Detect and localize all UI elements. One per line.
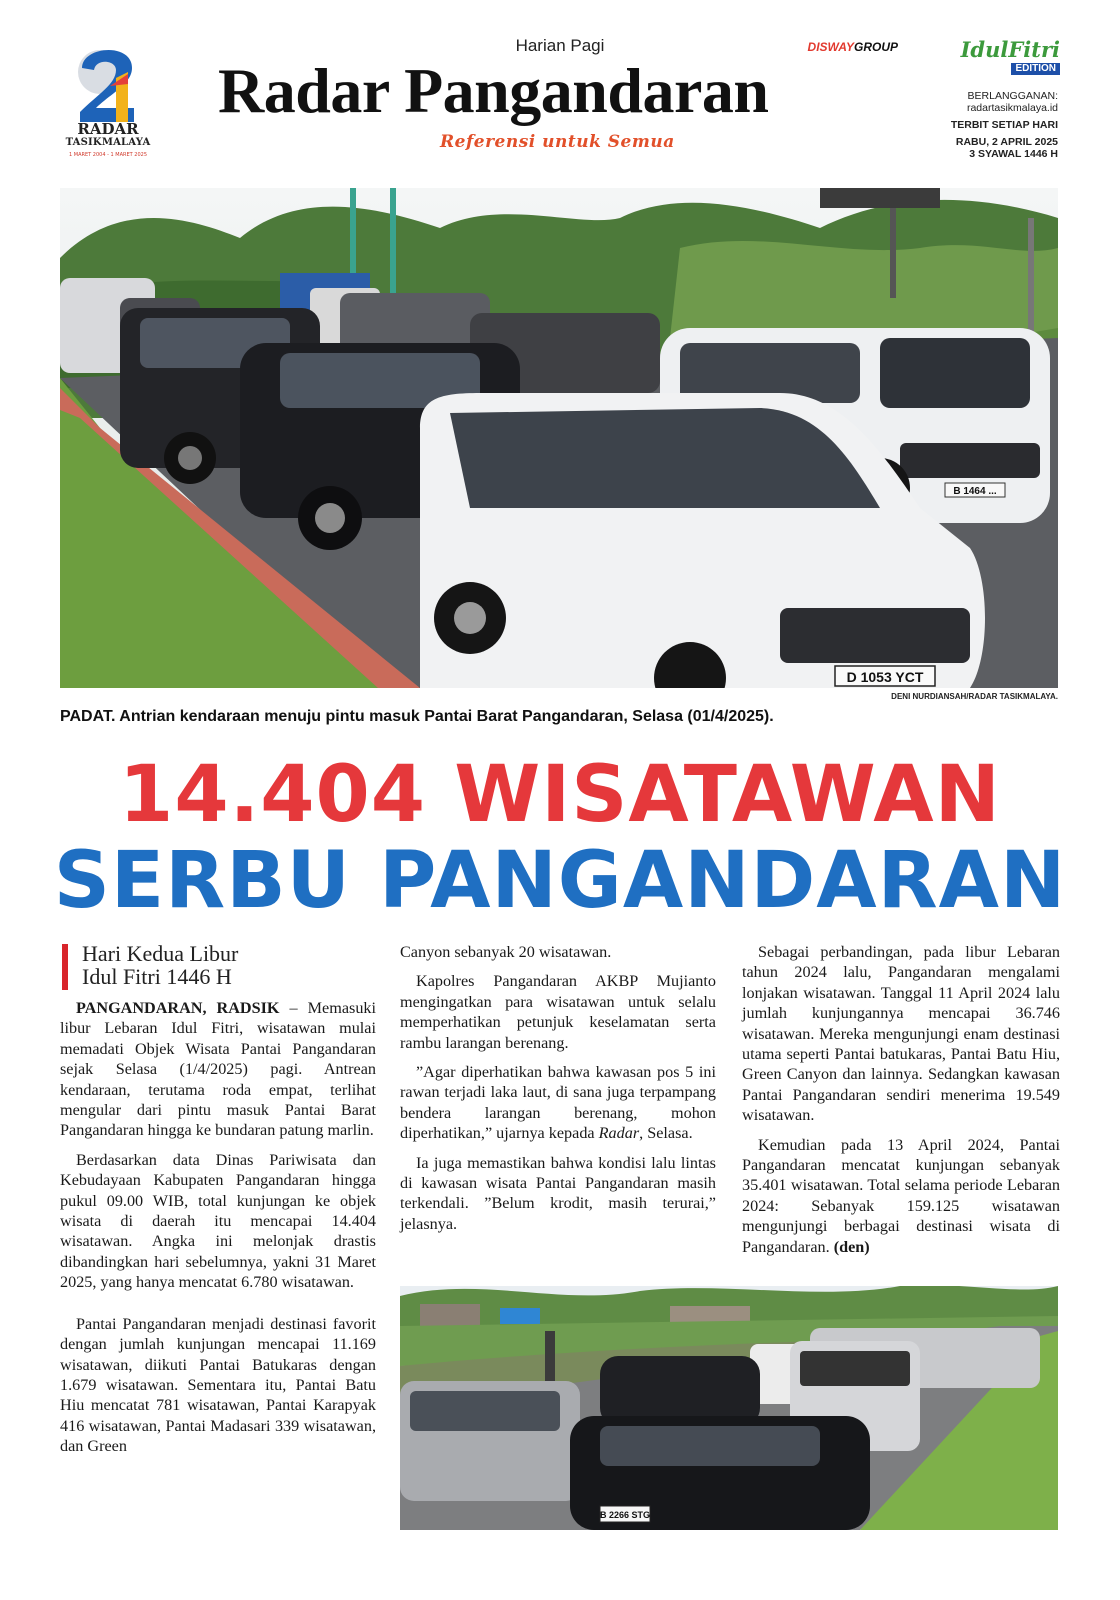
subhead-accent-bar (62, 944, 68, 990)
paragraph-7: Sebagai perbandingan, pada libur Lebaran tahun 2024 lalu, Pangandaran mengalami lonjakan wisatawan. Tanggal 11 April 2024 lalu jumlah kunjungannya mencapai 36.746 wisatawan. Mereka mengunjungi enam destinasi utama seperti Pantai batukaras, Pantai Batu Hiu, Green Canyon dan lainnya. Sedangkan kawasan Pantai Pangandaran sendiri menerima 19.549 wisatawan. (742, 943, 1060, 1125)
headline-line-2[interactable]: SERBU PANGANDARAN (53, 836, 1067, 926)
paragraph-5-text-b: , Selasa. (639, 1124, 693, 1143)
paragraph-1-text: – Memasuki libur Lebaran Idul Fitri, wisatawan mulai memadati Objek Wisata Pantai Pangandaran sejak Selasa (1/4/2025) pagi. Antrean kendaraan, terutama roda empat, terlihat mengular dari pintu masuk Pantai Barat Pangandaran hingga ke bundaran patung marlin. (60, 999, 377, 1140)
subhead-line-2: Idul Fitri 1446 H (82, 964, 232, 989)
paragraph-1 (60, 998, 376, 1141)
logo-subname: TASIKMALAYA (65, 137, 151, 148)
subscribe-label: BERLANGGANAN: (967, 90, 1058, 102)
subhead-line-1: Hari Kedua Libur (82, 941, 239, 966)
article-subhead (60, 942, 376, 988)
photo-caption: PADAT. Antrian kendaraan menuju pintu masuk Pantai Barat Pangandaran, Selasa (01/4/2025). (60, 708, 774, 725)
paragraph-3-continued: Canyon sebanyak 20 wisatawan. (400, 943, 612, 961)
radar-tasikmalaya-logo[interactable] (58, 38, 158, 166)
article-column-3 (742, 942, 1060, 1266)
masthead (0, 0, 1120, 180)
tagline: Referensi untuk Semua (440, 132, 675, 152)
paragraph-4: Kapolres Pangandaran AKBP Mujianto mengingatkan para wisatawan untuk selalu memperhatikan petunjuk keselamatan serta rambu larangan berenang. (400, 972, 716, 1052)
disway-group-logo (780, 40, 898, 54)
civic-plate: B 2266 STG (599, 1510, 651, 1520)
paragraph-3: Pantai Pangandaran menjadi destinasi favorit dengan jumlah kunjungan mencapai 11.169 wisatawan, diikuti Pantai Batukaras dengan 1.679 wisatawan. Sementara itu, Pantai Batu Hiu mencatat 781 wisatawan, Pantai Karapyak 416 wisatawan, Pantai Madasari 339 wisatawan, dan Green (60, 1314, 376, 1456)
paragraph-5-text-a: ”Agar diperhatikan bahwa kawasan pos 5 ini rawan terjadi laka laut, di sana juga terpampang bendera larangan berenang, mohon diperhatikan,” ujarnya kepada (400, 1063, 716, 1143)
parked-cars-illustration (400, 1286, 1058, 1530)
avanza-plate: B 1464 ... (953, 486, 997, 497)
paragraph-8 (742, 1135, 1060, 1257)
date-gregorian: RABU, 2 APRIL 2025 (955, 136, 1058, 148)
date-hijri: 3 SYAWAL 1446 H (969, 148, 1058, 160)
edition-tag: EDITION (1011, 63, 1060, 75)
dateline: PANGANDARAN, RADSIK (76, 999, 280, 1017)
newspaper-title[interactable]: Radar Pangandaran (218, 55, 769, 126)
paragraph-8-text: Kemudian pada 13 April 2024, Pantai Pangandaran mencatat kunjungan sebanyak 35.401 wisatawan. Total selama periode Lebaran 2024: Sebanyak 159.125 wisatawan mengunjungi berbagai destinasi wisata di Pangandaran. (742, 1135, 1060, 1256)
paragraph-5 (400, 1062, 716, 1144)
edition-logo: IdulFitri (960, 37, 1060, 62)
photo-credit: DENI NURDIANSAH/RADAR TASIKMALAYA. (891, 692, 1058, 701)
logo-name (58, 122, 158, 150)
daily-label: Harian Pagi (515, 36, 605, 55)
secondary-photo-parked-cars[interactable] (400, 1286, 1058, 1530)
group-name-a: DISWAY (807, 40, 854, 54)
traffic-queue-illustration (60, 188, 1058, 688)
subscribe-site[interactable]: radartasikmalaya.id (966, 102, 1058, 114)
logo-dates: 1 MARET 2004 - 1 MARET 2025 (69, 152, 147, 158)
publication-frequency: TERBIT SETIAP HARI (950, 119, 1058, 131)
author-signoff: (den) (833, 1237, 870, 1256)
article-column-1 (60, 942, 376, 1466)
group-name-b: GROUP (853, 40, 898, 54)
sigra-plate: D 1053 YCT (846, 669, 924, 685)
paragraph-6: Ia juga memastikan bahwa kondisi lalu lintas di kawasan wisata Pantai Pangandaran masih terkendali. ”Belum krodit, masih terurai,” jelasnya. (400, 1153, 716, 1233)
issue-info (900, 90, 1058, 160)
paragraph-2: Berdasarkan data Dinas Pariwisata dan Kebudayaan Kabupaten Pangandaran hingga pukul 09.00 WIB, total kunjungan ke objek wisata di daerah itu mencapai 14.404 wisatawan. Angka ini melonjak drastis dibandingkan hari sebelumnya, yakni 31 Maret 2025, yang hanya mencatat 6.780 wisatawan. (60, 1150, 376, 1292)
article-column-2 (400, 942, 716, 1243)
main-photo-traffic-queue[interactable] (60, 188, 1058, 688)
headline-line-1[interactable]: 14.404 WISATAWAN (119, 750, 1001, 840)
logo-name-text: RADAR (77, 120, 139, 138)
idulfitri-edition-badge (950, 38, 1060, 75)
paragraph-5-emphasis: Radar (598, 1124, 640, 1143)
